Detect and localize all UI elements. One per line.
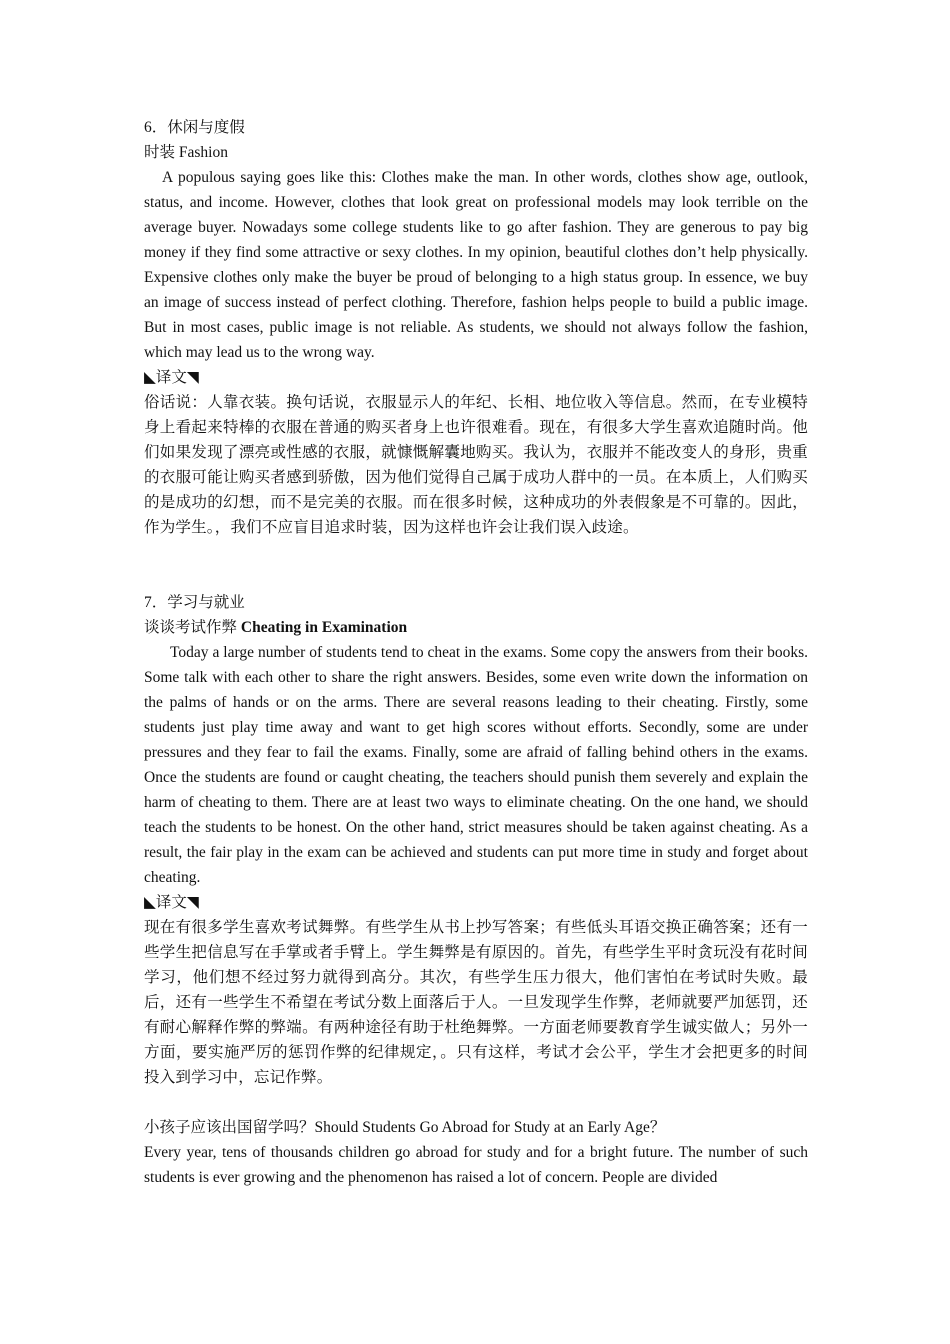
section-gap — [144, 540, 808, 590]
section-6-title: 时装 Fashion — [144, 144, 228, 161]
section-8-essay: Every year, tens of thousands children go abroad for study and for a bright future. The number of such students is ever growing and the phenomenon has raised a lot of concern. People are divided — [144, 1144, 808, 1186]
section-7-essay: Today a large number of students tend to cheat in the exams. Some copy the answers from their books. Some talk with each other to share the right answers. Besides, some even write down the information on the palms of hands or on the arms. There are several reasons leading to their cheating. Firstly, some students just play time away and want to get high scores without efforts. Secondly, some are under pressures and they fear to fail the exams. Finally, some are afraid of falling behind others in the exams. Once the students are found or caught cheating, the teachers should punish them severely and explain the harm of cheating to them. There are at least two ways to eliminate cheating. On the one hand, we should teach the students to be honest. On the other hand, strict measures should be taken against cheating. As a result, the fair play in the exam can be achieved and students can put more time in study and forget about cheating. — [144, 644, 808, 886]
document-page — [144, 115, 808, 1190]
section-gap — [144, 1090, 808, 1115]
section-7-title — [144, 615, 808, 640]
section-7-translation: 现在有很多学生喜欢考试舞弊。有些学生从书上抄写答案；有些低头耳语交换正确答案；还有一些学生把信息写在手掌或者手臂上。学生舞弊是有原因的。首先，有些学生平时贪玩没有花时间学习，他们想不经过努力就得到高分。其次，有些学生压力很大，他们害怕在考试时失败。最后，还有一些学生不希望在考试分数上面落后于人。一旦发现学生作弊，老师就要严加惩罚，还有耐心解释作弊的弊端。有两种途径有助于杜绝舞弊。一方面老师要教育学生诚实做人；另外一方面，要实施严厉的惩罚作弊的纪律规定，。只有这样，考试才会公平，学生才会把更多的时间投入到学习中，忘记作弊。 — [144, 919, 808, 1086]
section-7-heading: 7．学习与就业 — [144, 594, 245, 611]
translation-marker: ◣译文◥ — [144, 369, 199, 386]
section-6-heading: 6．休闲与度假 — [144, 119, 245, 136]
section-7-title-cn: 谈谈考试作弊 — [144, 619, 241, 636]
translation-marker: ◣译文◥ — [144, 894, 199, 911]
section-7-title-en: Cheating in Examination — [240, 619, 408, 636]
section-6-translation: 俗话说：人靠衣装。换句话说，衣服显示人的年纪、长相、地位收入等信息。然而，在专业模特身上看起来特棒的衣服在普通的购买者身上也许很难看。现在，有很多大学生喜欢追随时尚。他们如果发现了漂亮或性感的衣服，就慷慨解囊地购买。我认为，衣服并不能改变人的身形，贵重的衣服可能让购买者感到骄傲，因为他们觉得自己属于成功人群中的一员。在本质上，人们购买的是成功的幻想，而不是完美的衣服。而在很多时候，这种成功的外表假象是不可靠的。因此，作为学生。，我们不应盲目追求时装，因为这样也许会让我们误入歧途。 — [144, 394, 808, 536]
section-6-essay: A populous saying goes like this: Clothes make the man. In other words, clothes show age, outlook, status, and income. However, clothes that look great on professional models may look terrible on the average buyer. Nowadays some college students like to go after fashion. They are generous to pay big money if they find some attractive or sexy clothes. In my opinion, beautiful clothes don’t help physically. Expensive clothes only make the buyer be proud of belonging to a high status group. In essence, we buy an image of success instead of perfect clothing. Therefore, fashion helps people to build a public image. But in most cases, public image is not reliable. As students, we should not always follow the fashion, which may lead us to the wrong way. — [144, 169, 808, 361]
section-8-title: 小孩子应该出国留学吗？Should Students Go Abroad for Study at an Early Age？ — [144, 1119, 666, 1136]
